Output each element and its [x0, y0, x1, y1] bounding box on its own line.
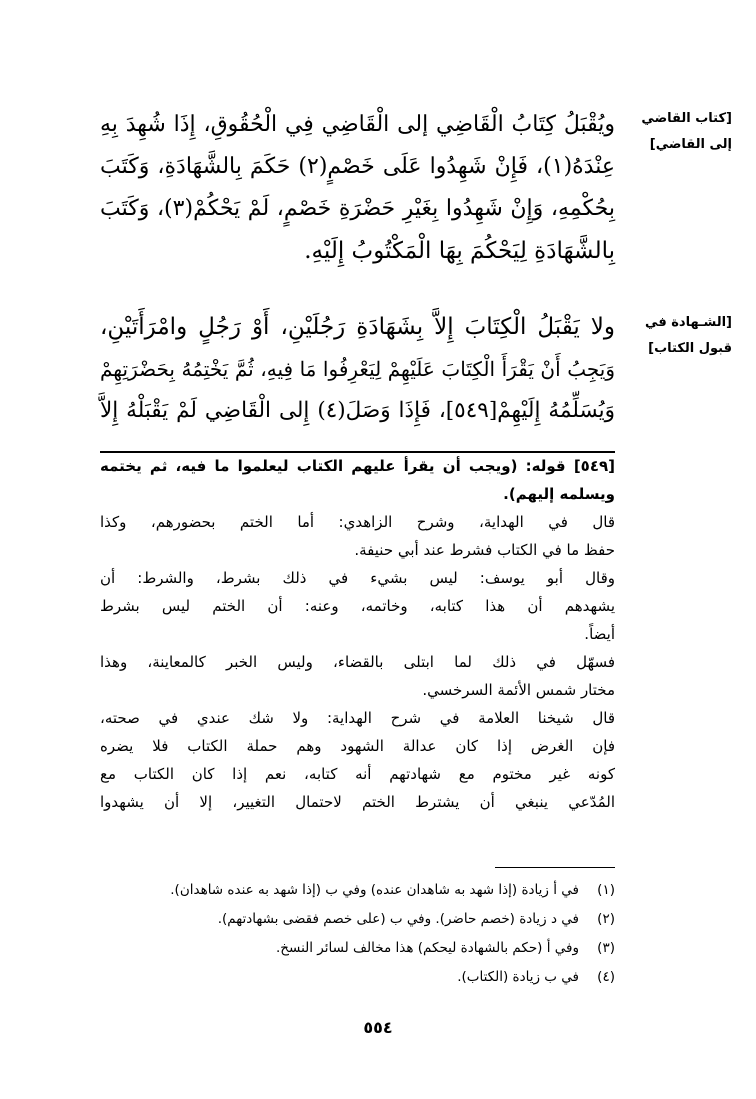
matn-line: بِحُكْمِهِ، وَإِنْ شَهِدُوا بِغَيْرِ حَضْرَةِ خَصْمٍ، لَمْ يَحْكُمْ(٣)، وَكَتَبَ — [100, 196, 615, 221]
matn-line: بِالشَّهَادَةِ لِيَحْكُمَ بِهَا الْمَكْتُوبُ إِلَيْهِ. — [304, 238, 615, 264]
side-note-judge-letter — [622, 106, 732, 158]
side-note-line: [كتاب القاضي — [641, 111, 732, 126]
commentary-line: حفظ ما في الكتاب فشرط عند أبي حنيفة. — [354, 541, 615, 559]
side-note-line: إلى القاضي] — [649, 137, 732, 152]
footnote-number: (٣) — [597, 940, 615, 956]
commentary-line: يشهدهم أن هذا كتابه، وخاتمه، وعنه: أن الختم ليس بشرط — [100, 597, 615, 615]
matn-line: ويُقْبَلُ كِتَابُ الْقَاضِي إلى الْقَاضِي فِي الْحُقُوقِ، إِذَا شُهِدَ بِهِ — [100, 112, 615, 137]
matn-line: وَيَجِبُ أَنْ يَقْرَأَ الْكِتَابَ عَلَيْهِمْ لِيَعْرِفُوا مَا فِيهِ، ثُمَّ يَخْتِمُهُ بِحَضْرَتِهِمْ — [100, 357, 615, 381]
footnote-text: في ب زيادة (الكتاب). — [457, 969, 579, 985]
footnote — [140, 876, 615, 905]
page-number: ٥٥٤ — [363, 1018, 393, 1037]
commentary-line: وقال أبو يوسف: ليس بشيء في ذلك بشرط، والشرط: أن — [100, 569, 615, 587]
commentary-line: فإن الغرض إذا كان عدالة الشهود وهم حملة الكتاب فلا يضره — [100, 737, 615, 755]
commentary-line: كونه غير مختوم مع شهادتهم أنه كتابه، نعم إذا كان الكتاب مع — [100, 765, 615, 783]
commentary-number: [٥٤٩] — [573, 457, 615, 475]
commentary-line: قال في الهداية، وشرح الزاهدي: أما الختم بحضورهم، وكذا — [100, 513, 615, 531]
matn-paragraph-2 — [100, 306, 615, 432]
footnote-number: (٤) — [597, 969, 615, 985]
commentary-line: قال شيخنا العلامة في شرح الهداية: ولا شك عندي في صحته، — [100, 709, 615, 727]
commentary-block — [100, 452, 615, 816]
commentary-heading — [100, 452, 615, 480]
footnote-text: في د زيادة (خصم حاضر). وفي ب (على خصم فقضى بشهادتهم). — [217, 911, 579, 927]
commentary-line: المُدّعي ينبغي أن يشترط الختم لاحتمال التغيير، إلا أن يشهدوا — [100, 793, 615, 811]
matn-paragraph-1 — [100, 104, 615, 272]
footnote — [140, 905, 615, 934]
footnote — [140, 963, 615, 992]
footnote-divider — [495, 867, 615, 868]
matn-line: عِنْدَهُ(١)، فَإِنْ شَهِدُوا عَلَى خَصْمٍ(٢) حَكَمَ بِالشَّهَادَةِ، وَكَتَبَ — [100, 154, 615, 179]
commentary-line: أيضاً. — [584, 625, 615, 643]
commentary-heading-text: قوله: (ويجب أن يقرأ عليهم الكتاب ليعلموا ما فيه، ثم يختمه — [100, 457, 566, 475]
footnote — [140, 934, 615, 963]
side-note-testimony — [622, 310, 732, 362]
side-note-line: قبول الكتاب] — [648, 341, 732, 356]
commentary-line: مختار شمس الأئمة السرخسي. — [422, 681, 615, 699]
footnote-text: في أ زيادة (إذا شهد به شاهدان عنده) وفي ب (إذا شهد به عنده شاهدان). — [170, 882, 579, 898]
side-note-line: [الشـهادة في — [645, 315, 732, 330]
footnotes — [140, 876, 615, 992]
footnote-number: (١) — [597, 882, 615, 898]
matn-line: ولا يَقْبَلُ الْكِتَابَ إِلاَّ بِشَهَادَةِ رَجُلَيْنِ، أَوْ رَجُلٍ وامْرَأَتَيْنِ، — [100, 314, 615, 340]
footnote-number: (٢) — [597, 911, 615, 927]
matn-line: وَيُسَلِّمُهُ إِلَيْهِمْ[٥٤٩]، فَإِذَا وَصَلَ(٤) إِلى الْقَاضِي لَمْ يَقْبَلْهُ إِلاَّ — [100, 398, 616, 423]
commentary-line: فسهّل في ذلك لما ابتلى بالقضاء، وليس الخبر كالمعاينة، وهذا — [100, 653, 615, 671]
footnote-text: وفي أ (حكم بالشهادة ليحكم) هذا مخالف لسائر النسخ. — [276, 940, 579, 956]
commentary-line: ويسلمه إليهم). — [503, 485, 615, 503]
